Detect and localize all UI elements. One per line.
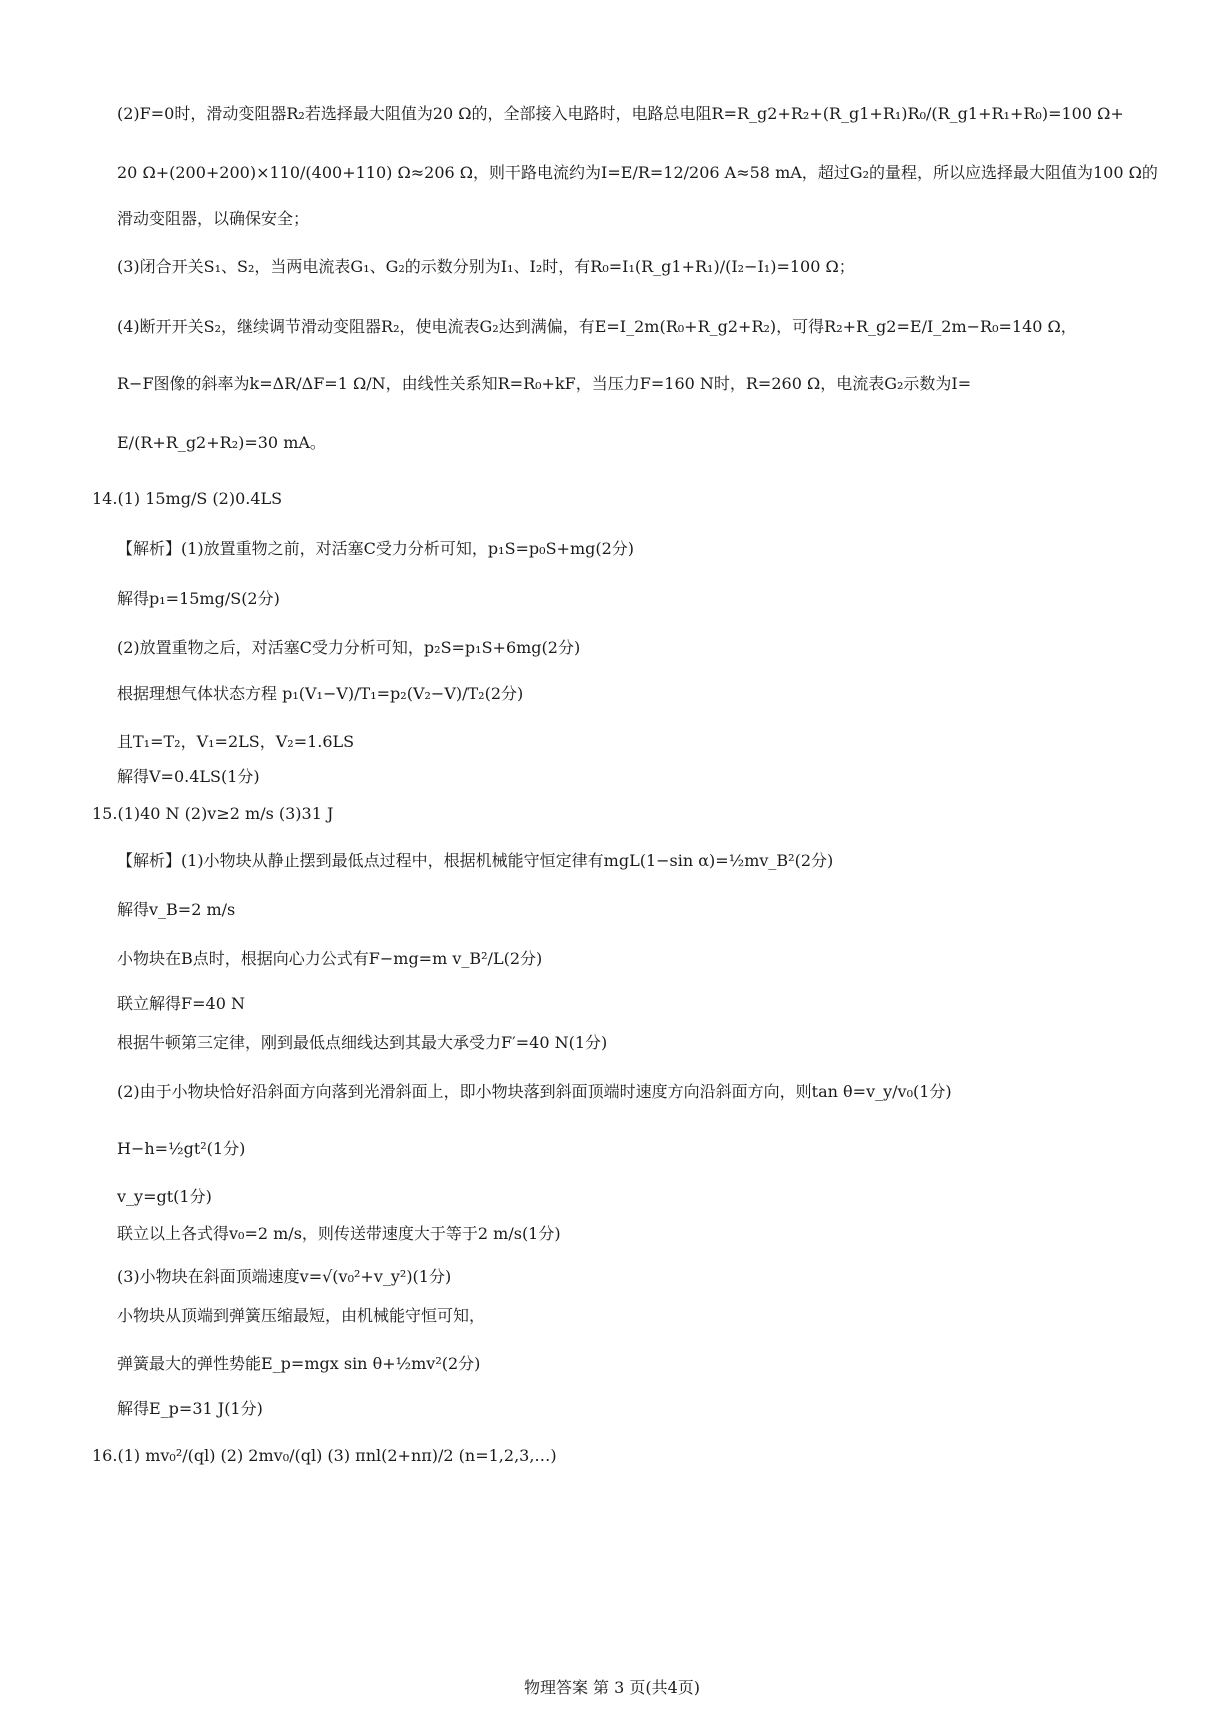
page-footer: 物理答案 第 3 页(共4页) [523, 1678, 701, 1697]
